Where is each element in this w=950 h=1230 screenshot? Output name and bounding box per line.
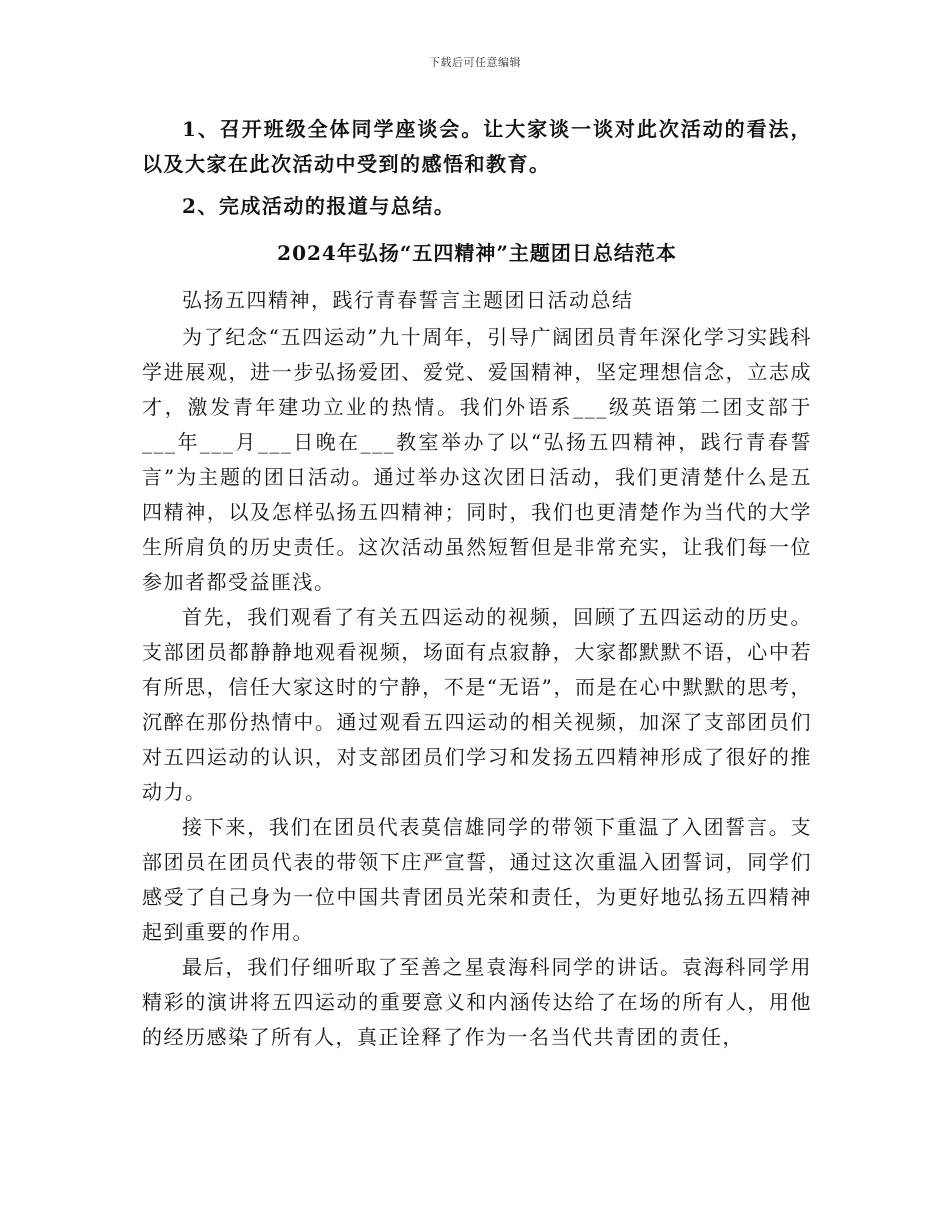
- paragraph-4: 最后，我们仔细听取了至善之星袁海科同学的讲话。袁海科同学用精彩的演讲将五四运动的重要意义和内涵传达给了在场的所有人，用他的经历感染了所有人，真正诠释了作为一名当代共青团的责任，: [142, 955, 812, 1049]
- document-body: [142, 112, 812, 1055]
- document-title: 2024年弘扬“五四精神”主题团日总结范本: [277, 241, 677, 265]
- paragraph-2: 首先，我们观看了有关五四运动的视频，回顾了五四运动的历史。支部团员都静静地观看视频，场面有点寂静，大家都默默不语，心中若有所思，信任大家这时的宁静，不是“无语”，而是在心中默默的思考，沉醉在那份热情中。通过观看五四运动的相关视频，加深了支部团员们对五四运动的认识，对支部团员们学习和发扬五四精神形成了很好的推动力。: [142, 605, 812, 804]
- paragraph-3: 接下来，我们在团员代表莫信雄同学的带领下重温了入团誓言。支部团员在团员代表的带领下庄严宣誓，通过这次重温入团誓词，同学们感受了自己身为一位中国共青团员光荣和责任，为更好地弘扬五四精神起到重要的作用。: [142, 815, 812, 944]
- document-subtitle: 弘扬五四精神，践行青春誓言主题团日活动总结: [182, 288, 634, 312]
- list-item-2: 2、完成活动的报道与总结。: [182, 194, 456, 218]
- list-item-1: 1、召开班级全体同学座谈会。让大家谈一谈对此次活动的看法，以及大家在此次活动中受到的感悟和教育。: [142, 117, 812, 176]
- paragraph-1: 为了纪念“五四运动”九十周年，引导广阔团员青年深化学习实践科学进展观，进一步弘扬爱团、爱党、爱国精神，坚定理想信念，立志成才，激发青年建功立业的热情。我们外语系___级英语第二团支部于___年___月___日晚在___教室举办了以“弘扬五四精神，践行青春誓言”为主题的团日活动。通过举办这次团日活动，我们更清楚什么是五四精神，以及怎样弘扬五四精神；同时，我们也更清楚作为当代的大学生所肩负的历史责任。这次活动虽然短暂但是非常充实，让我们每一位参加者都受益匪浅。: [142, 325, 812, 594]
- page-header-note: 下载后可任意编辑: [429, 56, 521, 69]
